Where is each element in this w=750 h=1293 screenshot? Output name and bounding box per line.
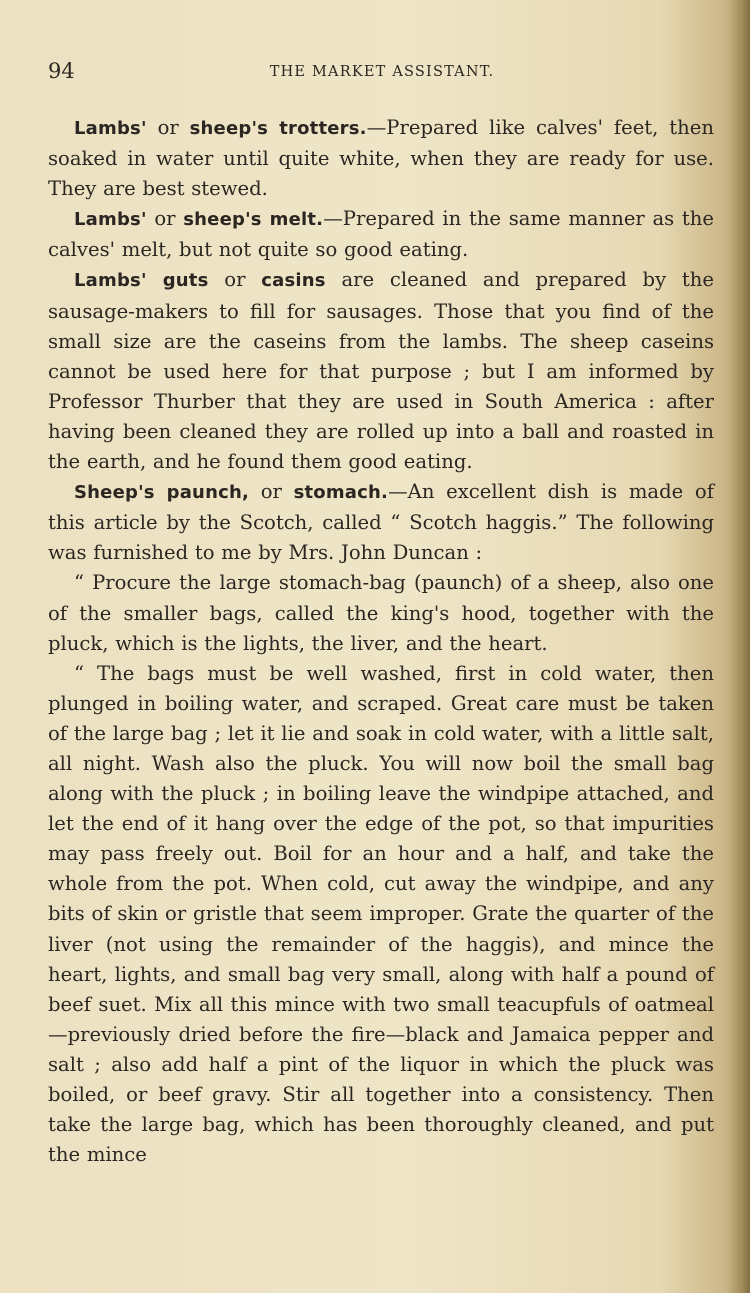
paragraph-text: “ Procure the large stomach-bag (paunch) of a sheep, also one of the smaller bags, called the king's hood, together with the pluck, which is the lights, the liver, and the heart. <box>48 571 714 655</box>
page-edge-shadow <box>728 0 750 1293</box>
term-connector: or <box>208 268 262 292</box>
paragraph-guts <box>48 265 714 477</box>
entry-term: sheep's trotters. <box>189 118 367 139</box>
paragraph-trotters <box>48 113 714 204</box>
paragraph-haggis-procure <box>48 568 714 658</box>
running-title: THE MARKET ASSISTANT. <box>269 64 495 80</box>
paragraph-text: —Prepared like calves' feet, then soaked in water until quite white, when they are ready for use. They are best stewed. <box>48 116 714 201</box>
term-connector: or <box>146 116 190 139</box>
paragraph-text: —Prepared in the same manner as the calves' melt, but not quite so good eating. <box>48 207 714 262</box>
entry-term: stomach. <box>293 482 389 504</box>
paragraph-text: “ The bags must be well washed, first in cold water, then plunged in boiling water, and scraped. Great care must be taken of the large bag ; let it lie and soak in cold water, with a little salt, all night. Wash also the pluck. You will now boil the small bag along with the pluck ; in boiling leave the windpipe attached, and let the end of it hang over the edge of the pot, so that impurities may pass freely out. Boil for an hour and a half, and take the whole from the pot. When cold, cut away the windpipe, and any bits of skin or gristle that seem improper. Grate the quarter of the liver (not using the remainder of the haggis), and mince the heart, lights, and small bag very small, along with half a pound of beef suet. Mix all this mince with two small teacupfuls of oatmeal—previously dried before the fire—black and Jamaica pepper and salt ; also add half a pint of the liquor in which the pluck was boiled, or beef gravy. Stir all together into a consistency. Then take the large bag, which has been thoroughly cleaned, and put the mince <box>48 661 714 1167</box>
page-header <box>48 56 716 86</box>
entry-term: sheep's melt. <box>183 209 324 231</box>
entry-term: Lambs' <box>74 209 147 231</box>
entry-term: Lambs' <box>74 118 147 139</box>
paragraph-text: are cleaned and prepared by the sausage-makers to fill for sausages. Those that you find of the small size are the caseins from the lambs. The sheep caseins cannot be used here for that purpose ; but I am informed by Professor Thurber that they are used in South America : after having been cleaned they are rolled up into a ball and roasted in the earth, and he found them good eating. <box>48 268 714 474</box>
term-connector: or <box>249 480 294 504</box>
body-text <box>48 113 714 1170</box>
paragraph-paunch <box>48 477 714 568</box>
paragraph-melt <box>48 204 714 265</box>
entry-term: Lambs' guts <box>74 270 209 292</box>
paragraph-haggis-method <box>48 659 714 1171</box>
page-number: 94 <box>48 59 75 83</box>
paragraph-text: —An excellent dish is made of this article by the Scotch, called “ Scotch haggis.” The following was furnished to me by Mrs. John Duncan : <box>48 480 714 565</box>
entry-term: casins <box>261 270 326 292</box>
term-connector: or <box>146 207 184 231</box>
entry-term: Sheep's paunch, <box>74 482 250 504</box>
